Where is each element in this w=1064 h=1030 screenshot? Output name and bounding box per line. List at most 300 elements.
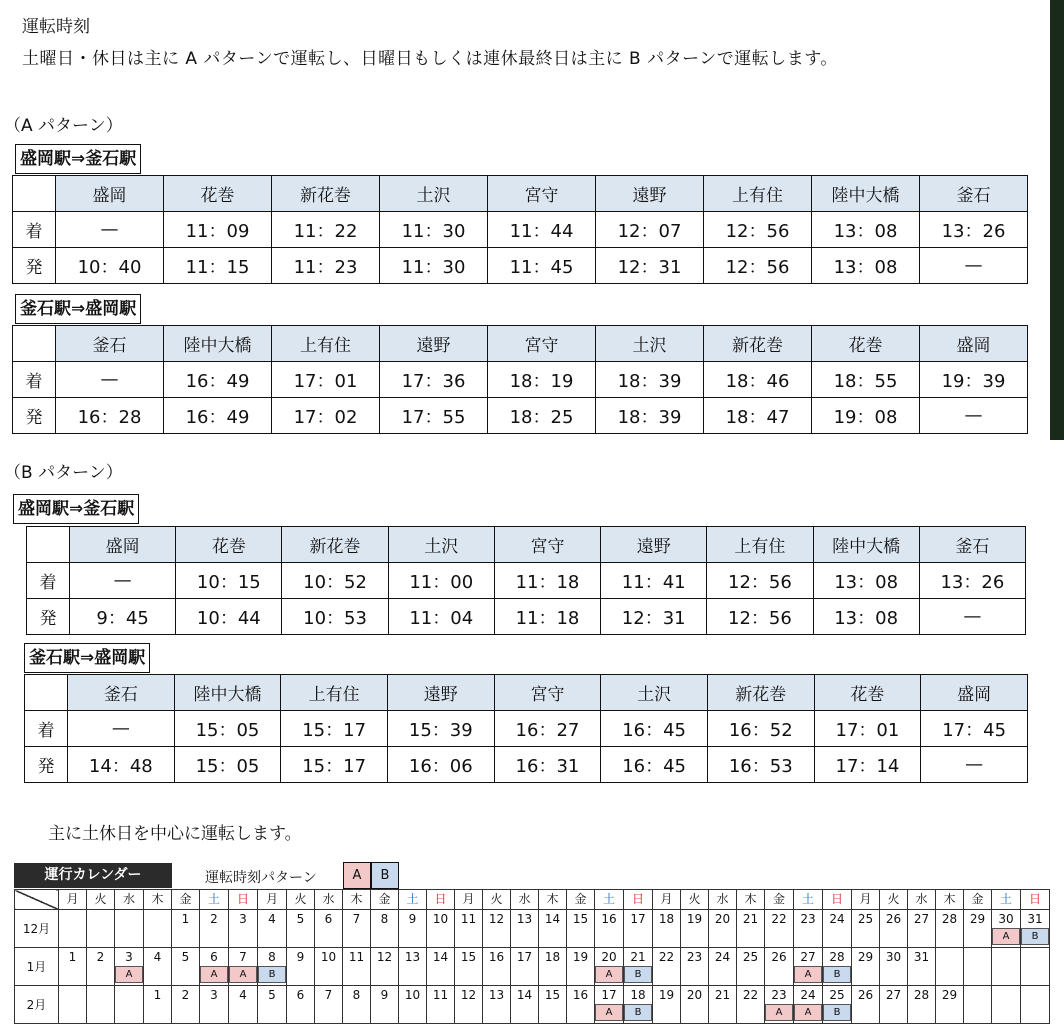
day-cell	[595, 910, 624, 948]
day-cell	[681, 986, 709, 1024]
station-header: 花巻	[812, 326, 920, 362]
time-cell: —	[56, 362, 164, 398]
pattern-legend-label: 運転時刻パターン	[205, 870, 317, 886]
route-title: 釜石駅⇒盛岡駅	[24, 643, 150, 673]
route-title: 盛岡駅⇒釜石駅	[15, 144, 141, 174]
day-number: 27	[913, 912, 930, 926]
station-header: 新花巻	[282, 527, 388, 563]
day-number: 2	[96, 950, 105, 964]
day-cell	[709, 910, 737, 948]
weekday-cell: 木	[343, 890, 371, 910]
time-cell: —	[921, 747, 1028, 783]
time-cell: 11：15	[164, 248, 272, 284]
day-number: 13	[516, 912, 533, 926]
pattern-mark: A	[200, 966, 228, 983]
station-header: 土沢	[388, 527, 494, 563]
day-cell	[87, 986, 115, 1024]
time-cell: 12：07	[596, 212, 704, 248]
day-number: 3	[210, 988, 218, 1002]
day-number: 9	[380, 988, 389, 1002]
weekday-cell: 月	[59, 890, 87, 910]
departure-row	[25, 747, 1028, 783]
weekday-cell: 日	[1021, 890, 1050, 910]
pattern-mark: B	[823, 966, 851, 983]
day-cell	[964, 948, 992, 986]
time-cell: 12：56	[704, 212, 812, 248]
calendar-badge: 運行カレンダー	[14, 863, 172, 888]
time-cell: 10：15	[176, 563, 282, 599]
time-cell: 11：00	[388, 563, 494, 599]
day-cell	[539, 910, 567, 948]
day-cell	[595, 948, 624, 986]
day-cell	[229, 986, 258, 1024]
time-cell: 16：06	[387, 747, 494, 783]
day-cell	[287, 910, 315, 948]
station-header: 遠野	[601, 527, 707, 563]
pattern-mark: B	[1021, 928, 1049, 945]
time-cell: 13：08	[813, 599, 919, 635]
time-cell: 18：39	[596, 362, 704, 398]
station-header: 宮守	[488, 176, 596, 212]
day-number: 25	[742, 950, 759, 964]
pattern-a-label: （A パターン）	[4, 116, 123, 136]
day-number: 18	[658, 912, 675, 926]
pattern-b-label: （B パターン）	[4, 463, 123, 483]
day-number: 22	[742, 988, 759, 1002]
day-cell	[737, 948, 765, 986]
day-cell	[624, 948, 653, 986]
weekday-cell: 土	[200, 890, 229, 910]
day-number: 1	[181, 912, 190, 926]
day-number: 7	[352, 912, 361, 926]
day-number: 10	[432, 912, 449, 926]
time-cell: 11：04	[388, 599, 494, 635]
weekday-cell: 木	[936, 890, 964, 910]
station-header: 陸中大橋	[812, 176, 920, 212]
day-cell	[87, 910, 115, 948]
day-cell	[144, 910, 172, 948]
day-number: 21	[630, 950, 646, 964]
day-number: 4	[153, 950, 162, 964]
station-header: 陸中大橋	[164, 326, 272, 362]
time-cell: 11：44	[488, 212, 596, 248]
day-cell	[823, 910, 852, 948]
day-number: 6	[324, 912, 333, 926]
station-header: 土沢	[601, 675, 708, 711]
station-header: 盛岡	[70, 527, 176, 563]
station-header: 花巻	[164, 176, 272, 212]
day-cell	[737, 986, 765, 1024]
day-cell	[709, 948, 737, 986]
day-cell	[399, 910, 427, 948]
day-cell	[511, 910, 539, 948]
day-number: 28	[941, 912, 958, 926]
time-cell: 16：28	[56, 398, 164, 434]
day-cell	[455, 986, 483, 1024]
arrival-row	[13, 362, 1028, 398]
day-number: 18	[630, 988, 646, 1002]
pattern-mark: B	[624, 966, 652, 983]
day-cell	[399, 986, 427, 1024]
day-cell	[200, 948, 229, 986]
day-cell	[455, 948, 483, 986]
day-cell	[936, 948, 964, 986]
day-cell	[794, 910, 823, 948]
station-header: 宮守	[488, 326, 596, 362]
day-cell	[455, 910, 483, 948]
day-cell	[511, 948, 539, 986]
weekday-cell: 木	[144, 890, 172, 910]
day-number: 19	[572, 950, 589, 964]
weekday-cell: 月	[455, 890, 483, 910]
day-number: 7	[239, 950, 247, 964]
day-number: 31	[1027, 912, 1043, 926]
day-number: 18	[544, 950, 561, 964]
row-label: 発	[13, 248, 56, 284]
day-cell	[681, 910, 709, 948]
pattern-mark: A	[229, 966, 257, 983]
time-cell: 11：45	[488, 248, 596, 284]
day-number: 29	[857, 950, 874, 964]
corner-cell	[25, 675, 68, 711]
time-cell: —	[70, 563, 176, 599]
time-cell: 11：30	[380, 212, 488, 248]
time-cell: 16：45	[601, 747, 708, 783]
day-cell	[115, 948, 144, 986]
day-number: 13	[488, 988, 505, 1002]
station-header: 遠野	[387, 675, 494, 711]
day-cell	[427, 910, 455, 948]
station-header: 盛岡	[920, 326, 1028, 362]
day-number: 26	[771, 950, 787, 964]
timetable-header-row	[13, 176, 1028, 212]
day-number: 11	[460, 912, 477, 926]
day-cell	[852, 948, 880, 986]
row-label: 着	[13, 362, 56, 398]
time-cell: 17：36	[380, 362, 488, 398]
weekday-cell: 火	[287, 890, 315, 910]
time-cell: 12：56	[704, 248, 812, 284]
day-cell	[258, 986, 287, 1024]
time-cell: —	[920, 398, 1028, 434]
weekday-cell: 日	[229, 890, 258, 910]
weekday-cell: 水	[908, 890, 936, 910]
arrival-row	[27, 563, 1026, 599]
station-header: 花巻	[176, 527, 282, 563]
weekday-cell: 金	[172, 890, 200, 910]
row-label: 着	[27, 563, 70, 599]
day-cell	[794, 948, 823, 986]
day-number: 24	[714, 950, 731, 964]
pattern-mark: B	[823, 1004, 851, 1021]
day-cell	[595, 986, 624, 1024]
time-cell: 11：18	[494, 599, 600, 635]
day-cell	[144, 948, 172, 986]
day-cell	[908, 986, 936, 1024]
time-cell: 16：52	[707, 711, 814, 747]
day-number: 8	[268, 950, 276, 964]
time-cell: 13：08	[812, 248, 920, 284]
day-cell	[343, 910, 371, 948]
time-cell: 10：40	[56, 248, 164, 284]
day-cell	[315, 910, 343, 948]
day-number: 29	[941, 988, 958, 1002]
month-label: 12月	[15, 910, 59, 948]
weekday-cell: 土	[595, 890, 624, 910]
day-number: 25	[857, 912, 874, 926]
day-number: 8	[352, 988, 361, 1002]
time-cell: 15：05	[174, 711, 281, 747]
station-header: 花巻	[814, 675, 921, 711]
day-cell	[258, 910, 287, 948]
weekday-cell: 木	[737, 890, 765, 910]
row-label: 着	[13, 212, 56, 248]
day-cell	[371, 986, 399, 1024]
day-number: 12	[376, 950, 393, 964]
day-number: 11	[348, 950, 365, 964]
time-cell: 13：26	[919, 563, 1025, 599]
day-number: 20	[714, 912, 731, 926]
day-number: 5	[181, 950, 190, 964]
time-cell: 19：39	[920, 362, 1028, 398]
day-number: 2	[210, 912, 218, 926]
time-cell: 13：08	[812, 212, 920, 248]
day-number: 7	[324, 988, 333, 1002]
day-number: 20	[686, 988, 703, 1002]
weekday-cell: 月	[258, 890, 287, 910]
day-number: 12	[488, 912, 505, 926]
day-number: 3	[239, 912, 247, 926]
day-cell	[681, 948, 709, 986]
time-cell: 11：23	[272, 248, 380, 284]
month-row	[15, 948, 1050, 986]
day-cell	[567, 948, 595, 986]
weekday-cell: 月	[852, 890, 880, 910]
day-number: 24	[800, 988, 816, 1002]
day-cell	[172, 910, 200, 948]
station-header: 土沢	[380, 176, 488, 212]
station-header: 上有住	[281, 675, 388, 711]
day-number: 23	[771, 988, 787, 1002]
day-number: 15	[460, 950, 477, 964]
day-cell	[59, 948, 87, 986]
time-cell: —	[56, 212, 164, 248]
station-header: 上有住	[707, 527, 813, 563]
day-number: 4	[239, 988, 247, 1002]
corner-cell	[13, 176, 56, 212]
month-label: 1月	[15, 948, 59, 986]
time-cell: 11：22	[272, 212, 380, 248]
corner-cell	[15, 890, 59, 910]
time-cell: 16：31	[494, 747, 601, 783]
weekday-cell: 水	[709, 890, 737, 910]
time-cell: 15：39	[387, 711, 494, 747]
day-cell	[287, 948, 315, 986]
day-number: 17	[630, 912, 646, 926]
day-cell	[936, 986, 964, 1024]
row-label: 発	[13, 398, 56, 434]
day-number: 14	[544, 912, 561, 926]
day-number: 26	[857, 988, 874, 1002]
weekday-row	[15, 890, 1050, 910]
day-cell	[908, 910, 936, 948]
time-cell: 18：19	[488, 362, 596, 398]
day-number: 19	[686, 912, 703, 926]
route-title: 釜石駅⇒盛岡駅	[15, 294, 141, 324]
day-number: 31	[913, 950, 930, 964]
intro-text: 土曜日・休日は主に A パターンで運転し、日曜日もしくは連休最終日は主に B パターンで運転します。	[22, 49, 838, 69]
day-number: 20	[601, 950, 617, 964]
day-cell	[427, 948, 455, 986]
timetable	[24, 674, 1028, 783]
time-cell: 16：53	[707, 747, 814, 783]
day-cell	[144, 986, 172, 1024]
month-row	[15, 986, 1050, 1024]
time-cell: 10：52	[282, 563, 388, 599]
day-number: 30	[998, 912, 1014, 926]
calendar-lead-text: 主に土休日を中心に運転します。	[48, 824, 302, 844]
day-number: 4	[268, 912, 276, 926]
weekday-cell: 金	[765, 890, 794, 910]
time-cell: 16：49	[164, 362, 272, 398]
day-number: 15	[544, 988, 561, 1002]
day-cell	[371, 910, 399, 948]
time-cell: 10：53	[282, 599, 388, 635]
day-cell	[483, 948, 511, 986]
day-cell	[624, 910, 653, 948]
day-cell	[1021, 986, 1050, 1024]
day-cell	[823, 948, 852, 986]
day-cell	[229, 948, 258, 986]
time-cell: 12：56	[707, 599, 813, 635]
time-cell: 9：45	[70, 599, 176, 635]
weekday-cell: 火	[880, 890, 908, 910]
timetable	[12, 325, 1028, 434]
time-cell: 16：27	[494, 711, 601, 747]
day-cell	[115, 910, 144, 948]
weekday-cell: 月	[653, 890, 681, 910]
time-cell: 18：47	[704, 398, 812, 434]
station-header: 新花巻	[707, 675, 814, 711]
time-cell: 17：45	[921, 711, 1028, 747]
weekday-cell: 水	[315, 890, 343, 910]
day-number: 14	[432, 950, 449, 964]
timetable-header-row	[27, 527, 1026, 563]
day-cell	[908, 948, 936, 986]
day-cell	[794, 986, 823, 1024]
time-cell: 17：01	[814, 711, 921, 747]
time-cell: 14：48	[68, 747, 175, 783]
day-cell	[229, 910, 258, 948]
day-cell	[765, 910, 794, 948]
day-number: 17	[601, 988, 617, 1002]
weekday-cell: 土	[992, 890, 1021, 910]
day-number: 19	[658, 988, 675, 1002]
time-cell: 17：14	[814, 747, 921, 783]
day-cell	[539, 986, 567, 1024]
station-header: 盛岡	[56, 176, 164, 212]
day-cell	[371, 948, 399, 986]
day-number: 24	[829, 912, 845, 926]
station-header: 陸中大橋	[813, 527, 919, 563]
day-number: 9	[408, 912, 417, 926]
day-number: 11	[432, 988, 449, 1002]
day-number: 25	[829, 988, 845, 1002]
day-cell	[200, 910, 229, 948]
day-cell	[427, 986, 455, 1024]
time-cell: 11：09	[164, 212, 272, 248]
time-cell: 18：46	[704, 362, 812, 398]
weekday-cell: 水	[115, 890, 144, 910]
timetable	[12, 175, 1028, 284]
day-cell	[511, 986, 539, 1024]
time-cell: 16：49	[164, 398, 272, 434]
day-cell	[87, 948, 115, 986]
day-cell	[343, 948, 371, 986]
station-header: 上有住	[704, 176, 812, 212]
station-header: 新花巻	[272, 176, 380, 212]
day-number: 30	[885, 950, 902, 964]
day-number: 16	[601, 912, 617, 926]
departure-row	[13, 398, 1028, 434]
time-cell: 15：17	[281, 747, 388, 783]
day-cell	[992, 910, 1021, 948]
day-number: 2	[181, 988, 190, 1002]
time-cell: 15：05	[174, 747, 281, 783]
time-cell: 12：31	[601, 599, 707, 635]
day-cell	[172, 948, 200, 986]
time-cell: 18：55	[812, 362, 920, 398]
time-cell: —	[920, 248, 1028, 284]
day-number: 13	[404, 950, 421, 964]
month-row	[15, 910, 1050, 948]
station-header: 新花巻	[704, 326, 812, 362]
day-cell	[624, 986, 653, 1024]
corner-cell	[13, 326, 56, 362]
day-number: 1	[153, 988, 162, 1002]
weekday-cell: 金	[567, 890, 595, 910]
day-number: 21	[714, 988, 731, 1002]
day-number: 29	[969, 912, 986, 926]
day-number: 17	[516, 950, 533, 964]
pattern-mark: B	[624, 1004, 652, 1021]
day-cell	[653, 986, 681, 1024]
day-cell	[1021, 910, 1050, 948]
timetable-header-row	[13, 326, 1028, 362]
day-number: 28	[829, 950, 845, 964]
weekday-cell: 金	[371, 890, 399, 910]
day-number: 10	[404, 988, 421, 1002]
time-cell: 13：26	[920, 212, 1028, 248]
time-cell: 12：56	[707, 563, 813, 599]
day-cell	[315, 948, 343, 986]
weekday-cell: 日	[427, 890, 455, 910]
departure-row	[27, 599, 1026, 635]
day-cell	[172, 986, 200, 1024]
weekday-cell: 火	[87, 890, 115, 910]
time-cell: 17：55	[380, 398, 488, 434]
day-cell	[115, 986, 144, 1024]
day-number: 9	[296, 950, 305, 964]
legend-b: B	[371, 862, 399, 889]
time-cell: 12：31	[596, 248, 704, 284]
day-cell	[539, 948, 567, 986]
day-cell	[852, 986, 880, 1024]
day-number: 5	[296, 912, 305, 926]
station-header: 釜石	[919, 527, 1025, 563]
weekday-cell: 金	[964, 890, 992, 910]
day-cell	[936, 910, 964, 948]
